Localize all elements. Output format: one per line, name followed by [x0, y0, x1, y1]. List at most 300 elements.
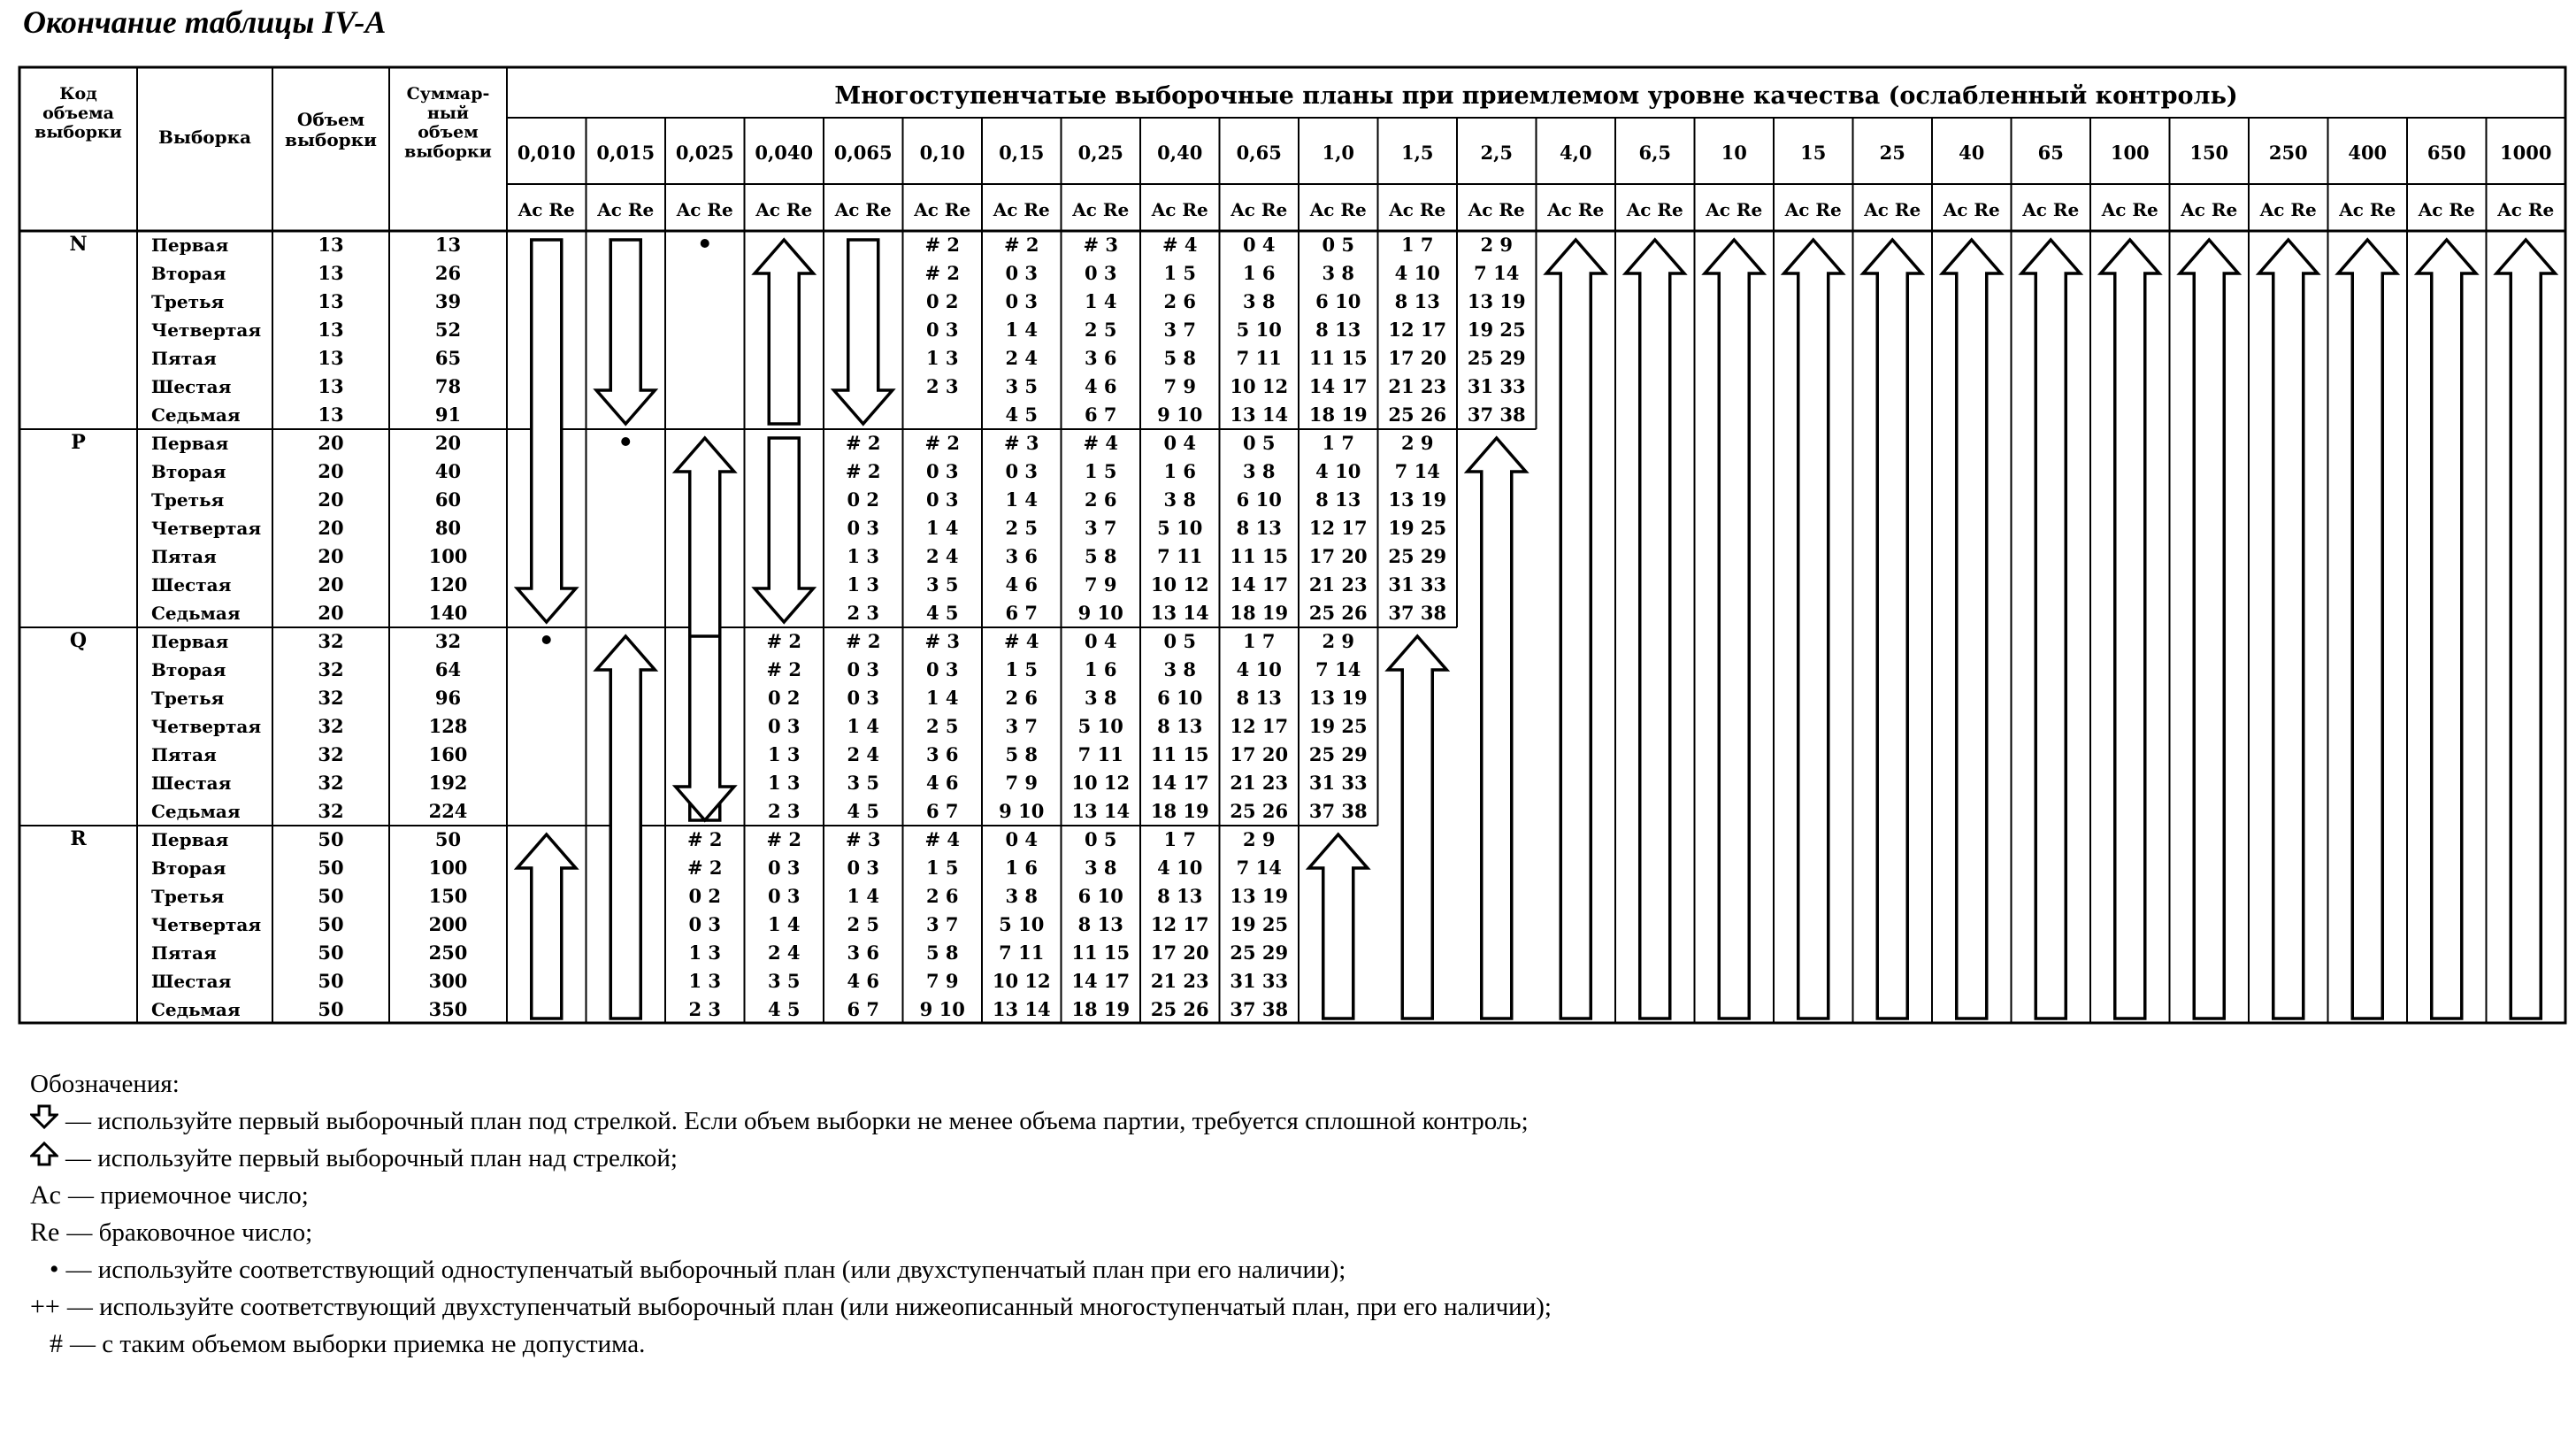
ac-re-value: 2 3	[847, 602, 880, 624]
ac-re-value: 13 19	[1308, 687, 1368, 709]
sample-volume: 20	[318, 460, 344, 482]
ac-re-value: 0 3	[688, 913, 722, 935]
ac-re-value: 0 3	[767, 857, 801, 879]
ac-re-value: # 2	[845, 432, 881, 454]
ac-re-label: Ac Re	[1626, 199, 1683, 220]
ac-re-value: 1 7	[1163, 828, 1197, 850]
ac-re-label: Ac Re	[2497, 199, 2555, 220]
ac-re-value: 7 9	[925, 970, 959, 992]
ac-re-value: 1 6	[1005, 857, 1039, 879]
ac-re-value: 37 38	[1230, 998, 1289, 1020]
legend-text: — используйте соответствующий двухступенчатый выборочный план (или нижеописанный многоступенчатый план, при его наличии);	[66, 1293, 1552, 1321]
ac-re-value: 1 4	[1084, 290, 1117, 312]
ac-re-value: 0 2	[688, 885, 722, 907]
ac-re-value: 2 5	[1084, 319, 1117, 341]
ac-re-value: 13 14	[1071, 800, 1131, 822]
stage-label: Четвертая	[151, 319, 262, 341]
cumulative-volume: 300	[428, 970, 468, 992]
ac-re-value: 1 5	[1084, 460, 1117, 482]
aql-level-label: 0,040	[755, 142, 814, 164]
ac-re-value: 0 4	[1242, 234, 1276, 256]
ac-re-value: 17 20	[1230, 743, 1289, 765]
ac-re-value: 2 4	[847, 743, 880, 765]
ac-re-value: 11 15	[1071, 942, 1131, 964]
ac-re-value: 0 4	[1084, 630, 1117, 652]
ac-re-value: # 2	[686, 857, 723, 879]
ac-re-value: 0 3	[847, 517, 880, 539]
stage-label: Четвертая	[151, 914, 262, 935]
ac-re-value: 31 33	[1388, 573, 1447, 596]
sample-size-code: Q	[69, 629, 88, 652]
ac-re-value: 3 8	[1084, 687, 1117, 709]
ac-re-value: 7 14	[1315, 658, 1361, 680]
stage-label: Шестая	[151, 574, 232, 596]
ac-re-value: # 2	[924, 262, 961, 284]
ac-re-value: 7 9	[1084, 573, 1117, 596]
ac-re-value: 2 4	[1005, 347, 1039, 369]
sample-volume: 50	[318, 828, 344, 850]
ac-re-value: 1 6	[1084, 658, 1117, 680]
ac-re-value: 12 17	[1388, 319, 1447, 341]
up-arrow-icon	[1784, 240, 1843, 1018]
up-arrow-icon	[1546, 240, 1605, 1018]
ac-re-value: 13 19	[1388, 488, 1447, 511]
aql-level-label: 40	[1959, 142, 1985, 164]
ac-re-label: Ac Re	[676, 199, 733, 220]
ac-re-value: 1 4	[847, 885, 880, 907]
stage-label: Вторая	[151, 263, 226, 284]
ac-re-value: 1 4	[767, 913, 801, 935]
sample-volume: 50	[318, 885, 344, 907]
aql-level-label: 0,065	[833, 142, 893, 164]
legend-text: — с таким объемом выборки приемка не допустима.	[70, 1330, 646, 1358]
ac-re-value: 7 9	[1163, 375, 1197, 397]
aql-level-label: 1,5	[1400, 142, 1434, 164]
ac-re-value: 37 38	[1388, 602, 1447, 624]
ac-re-value: 3 7	[1084, 517, 1117, 539]
up-arrow-icon	[2021, 240, 2080, 1018]
ac-re-value: # 3	[924, 630, 961, 652]
ac-re-value: 12 17	[1150, 913, 1209, 935]
stage-label: Вторая	[151, 857, 226, 879]
legend-item	[30, 1103, 1552, 1140]
sample-volume: 50	[318, 857, 344, 879]
ac-re-value: 0 4	[1163, 432, 1197, 454]
aql-level-label: 0,015	[596, 142, 656, 164]
ac-re-value: 5 8	[925, 942, 959, 964]
cumulative-volume: 78	[434, 375, 462, 397]
legend-text: — браковочное число;	[66, 1218, 313, 1247]
ac-re-value: 4 6	[1084, 375, 1117, 397]
stage-label: Шестая	[151, 971, 232, 992]
dot-marker	[621, 437, 630, 446]
stage-label: Шестая	[151, 376, 232, 397]
ac-re-value: 21 23	[1388, 375, 1447, 397]
ac-re-value: 1 5	[1005, 658, 1039, 680]
ac-re-value: 31 33	[1308, 772, 1368, 794]
ac-re-value: 7 9	[1005, 772, 1039, 794]
ac-re-value: 6 7	[1084, 404, 1117, 426]
ac-re-value: 7 14	[1236, 857, 1282, 879]
ac-re-value: 0 3	[847, 687, 880, 709]
ac-re-value: 4 10	[1315, 460, 1361, 482]
ac-re-value: 1 3	[688, 970, 722, 992]
ac-re-value: 1 7	[1322, 432, 1355, 454]
ac-re-value: 8 13	[1157, 715, 1203, 737]
table-title: Окончание таблицы IV-A	[23, 4, 387, 40]
ac-re-value: # 4	[1083, 432, 1119, 454]
stage-label: Первая	[151, 234, 229, 256]
aql-level-label: 250	[2268, 142, 2308, 164]
ac-re-value: 0 3	[1084, 262, 1117, 284]
ac-re-value: 0 3	[925, 488, 959, 511]
ac-re-value: 3 8	[1242, 290, 1276, 312]
ac-re-value: 3 6	[1084, 347, 1117, 369]
legend-item	[30, 1140, 1552, 1177]
cumulative-volume: 250	[428, 942, 468, 964]
down-arrow-icon	[518, 240, 576, 622]
ac-re-value: 9 10	[999, 800, 1045, 822]
sample-volume: 20	[318, 517, 344, 539]
header-volume: Объем	[296, 109, 365, 130]
cumulative-volume: 80	[434, 517, 462, 539]
ac-re-value: 2 9	[1322, 630, 1355, 652]
ac-re-label: Ac Re	[2259, 199, 2317, 220]
ac-re-value: 1 7	[1400, 234, 1434, 256]
ac-re-value: 8 13	[1236, 517, 1282, 539]
ac-re-value: 5 10	[999, 913, 1045, 935]
cumulative-volume: 200	[428, 913, 468, 935]
sample-volume: 32	[318, 630, 344, 652]
legend-item	[30, 1288, 1552, 1326]
ac-re-value: 5 8	[1163, 347, 1197, 369]
ac-re-value: 5 10	[1236, 319, 1282, 341]
aql-level-label: 400	[2348, 142, 2388, 164]
ac-re-label: Ac Re	[518, 199, 575, 220]
ac-re-value: 0 2	[847, 488, 880, 511]
stage-label: Седьмая	[151, 603, 241, 624]
ac-re-value: 5 8	[1084, 545, 1117, 567]
sample-volume: 13	[318, 290, 344, 312]
up-arrow-icon	[2259, 240, 2318, 1018]
cumulative-volume: 13	[434, 234, 462, 256]
ac-re-value: 25 26	[1388, 404, 1447, 426]
ac-re-value: 4 5	[767, 998, 801, 1020]
ac-re-value: 6 7	[925, 800, 959, 822]
ac-re-value: 7 14	[1474, 262, 1520, 284]
ac-re-value: 0 5	[1322, 234, 1355, 256]
ac-re-label: Ac Re	[597, 199, 655, 220]
ac-re-value: 0 3	[767, 715, 801, 737]
ac-re-value: 25 26	[1230, 800, 1289, 822]
header-volume: выборки	[285, 129, 377, 150]
stage-label: Пятая	[151, 348, 217, 369]
sample-volume: 13	[318, 319, 344, 341]
ac-re-value: 2 3	[688, 998, 722, 1020]
sample-volume: 50	[318, 942, 344, 964]
ac-re-value: 5 8	[1005, 743, 1039, 765]
ac-re-label: Ac Re	[1547, 199, 1605, 220]
ac-re-value: 25 29	[1308, 743, 1368, 765]
ac-re-value: 1 5	[925, 857, 959, 879]
sample-volume: 50	[318, 970, 344, 992]
up-arrow-icon	[1626, 240, 1684, 1018]
ac-re-value: 0 5	[1242, 432, 1276, 454]
ac-re-value: 1 6	[1242, 262, 1276, 284]
ac-re-value: # 3	[1083, 234, 1119, 256]
legend-item	[30, 1177, 1552, 1214]
ac-re-value: # 4	[1003, 630, 1039, 652]
sample-size-code: N	[69, 233, 88, 256]
ac-re-value: 6 7	[1005, 602, 1039, 624]
up-arrow-icon	[1309, 834, 1368, 1018]
sample-volume: 20	[318, 545, 344, 567]
up-arrow-icon	[1943, 240, 2001, 1018]
cumulative-volume: 40	[434, 460, 462, 482]
ac-re-value: # 3	[845, 828, 881, 850]
ac-re-value: 1 6	[1163, 460, 1197, 482]
cumulative-volume: 150	[428, 885, 468, 907]
ac-re-value: 0 3	[925, 658, 959, 680]
ac-re-value: 2 3	[767, 800, 801, 822]
ac-re-value: 0 3	[767, 885, 801, 907]
sample-volume: 32	[318, 658, 344, 680]
ac-re-value: 1 4	[925, 517, 959, 539]
up-arrow-icon	[518, 834, 576, 1018]
ac-re-value: 1 3	[767, 772, 801, 794]
sample-volume: 20	[318, 488, 344, 511]
ac-re-value: 4 10	[1157, 857, 1203, 879]
ac-re-value: # 3	[1003, 432, 1039, 454]
aql-level-label: 0,65	[1236, 142, 1282, 164]
ac-re-value: 0 3	[1005, 460, 1039, 482]
down-arrow-icon	[755, 438, 813, 622]
ac-re-value: # 2	[845, 630, 881, 652]
dot-marker	[542, 635, 551, 644]
ac-re-value: 21 23	[1150, 970, 1209, 992]
header-cumulative: Суммар-	[406, 84, 490, 104]
ac-re-value: # 2	[766, 630, 802, 652]
aql-level-label: 0,010	[517, 142, 576, 164]
header-code: выборки	[34, 122, 122, 142]
up-arrow-icon	[2180, 240, 2238, 1018]
stage-label: Третья	[151, 688, 225, 709]
ac-re-value: 3 6	[1005, 545, 1039, 567]
ac-re-value: 2 5	[925, 715, 959, 737]
ac-re-value: 8 13	[1157, 885, 1203, 907]
ac-re-value: # 4	[1162, 234, 1198, 256]
ac-re-value: 6 10	[1315, 290, 1361, 312]
aql-level-label: 0,10	[919, 142, 965, 164]
ac-re-value: # 2	[686, 828, 723, 850]
up-arrow-icon	[2101, 240, 2159, 1018]
stage-label: Пятая	[151, 942, 217, 964]
ac-re-label: Ac Re	[1309, 199, 1367, 220]
ac-re-value: 25 29	[1388, 545, 1447, 567]
ac-re-value: 2 5	[847, 913, 880, 935]
up-arrow-icon	[1705, 240, 1763, 1018]
ac-re-value: 7 11	[1236, 347, 1282, 369]
ac-re-value: 1 4	[1005, 319, 1039, 341]
legend-symbol: •	[50, 1255, 59, 1284]
ac-re-value: 8 13	[1315, 488, 1361, 511]
ac-re-value: 2 9	[1400, 432, 1434, 454]
ac-re-value: 0 3	[847, 658, 880, 680]
ac-re-value: 19 25	[1308, 715, 1368, 737]
ac-re-value: 0 3	[925, 460, 959, 482]
cumulative-volume: 91	[434, 404, 462, 426]
ac-re-value: 2 3	[925, 375, 959, 397]
ac-re-value: # 2	[1003, 234, 1039, 256]
ac-re-value: 3 6	[925, 743, 959, 765]
cumulative-volume: 192	[428, 772, 468, 794]
ac-re-value: 3 5	[925, 573, 959, 596]
sample-volume: 32	[318, 772, 344, 794]
ac-re-value: 19 25	[1230, 913, 1289, 935]
cumulative-volume: 350	[428, 998, 468, 1020]
ac-re-value: 3 8	[1322, 262, 1355, 284]
stage-label: Седьмая	[151, 801, 241, 822]
ac-re-value: # 2	[924, 432, 961, 454]
cumulative-volume: 140	[428, 602, 468, 624]
down-arrow-icon	[834, 240, 893, 424]
stage-label: Пятая	[151, 546, 217, 567]
ac-re-value: 1 7	[1242, 630, 1276, 652]
aql-level-label: 15	[1800, 142, 1827, 164]
ac-re-value: 1 3	[847, 573, 880, 596]
ac-re-value: 0 5	[1084, 828, 1117, 850]
up-arrow-icon	[1863, 240, 1921, 1018]
ac-re-label: Ac Re	[1151, 199, 1208, 220]
cumulative-volume: 65	[434, 347, 462, 369]
ac-re-value: 3 8	[1005, 885, 1039, 907]
aql-level-label: 10	[1721, 142, 1747, 164]
ac-re-value: 1 3	[847, 545, 880, 567]
up-arrow-icon	[596, 636, 655, 1018]
ac-re-value: 3 7	[1163, 319, 1197, 341]
ac-re-label: Ac Re	[2101, 199, 2158, 220]
ac-re-value: 3 8	[1084, 857, 1117, 879]
stage-label: Третья	[151, 291, 225, 312]
cumulative-volume: 224	[428, 800, 468, 822]
ac-re-value: 14 17	[1150, 772, 1209, 794]
legend	[30, 1065, 1552, 1363]
sample-size-code: P	[71, 431, 86, 454]
ac-re-value: # 2	[924, 234, 961, 256]
cumulative-volume: 50	[434, 828, 462, 850]
dot-marker	[701, 239, 709, 248]
ac-re-value: 21 23	[1230, 772, 1289, 794]
up-arrow-icon	[755, 240, 813, 424]
ac-re-value: 2 6	[925, 885, 959, 907]
aql-level-label: 0,40	[1157, 142, 1203, 164]
ac-re-value: 6 7	[847, 998, 880, 1020]
stage-label: Первая	[151, 433, 229, 454]
ac-re-value: 1 3	[688, 942, 722, 964]
ac-re-value: 8 13	[1315, 319, 1361, 341]
ac-re-value: 12 17	[1308, 517, 1368, 539]
ac-re-value: 25 29	[1230, 942, 1289, 964]
sample-volume: 50	[318, 998, 344, 1020]
ac-re-value: 0 3	[847, 857, 880, 879]
up-arrow-icon	[1468, 438, 1526, 1018]
ac-re-value: 2 6	[1084, 488, 1117, 511]
ac-re-value: 17 20	[1388, 347, 1447, 369]
ac-re-value: 3 5	[767, 970, 801, 992]
legend-text: — используйте первый выборочный план над стрелкой;	[65, 1144, 678, 1172]
aql-level-label: 25	[1879, 142, 1905, 164]
ac-re-label: Ac Re	[2022, 199, 2080, 220]
legend-item	[30, 1326, 1552, 1363]
cumulative-volume: 20	[434, 432, 462, 454]
cumulative-volume: 32	[434, 630, 462, 652]
ac-re-value: 12 17	[1230, 715, 1289, 737]
ac-re-value: 2 6	[1005, 687, 1039, 709]
ac-re-value: 14 17	[1071, 970, 1131, 992]
ac-re-value: 4 5	[925, 602, 959, 624]
ac-re-value: 13 14	[1230, 404, 1289, 426]
legend-symbol: Ac	[30, 1180, 61, 1210]
header-cumulative: ный	[426, 103, 470, 123]
ac-re-label: Ac Re	[2181, 199, 2238, 220]
ac-re-value: 17 20	[1308, 545, 1368, 567]
ac-re-value: 4 5	[1005, 404, 1039, 426]
ac-re-value: 11 15	[1308, 347, 1368, 369]
legend-item	[30, 1251, 1552, 1288]
ac-re-value: # 2	[766, 658, 802, 680]
ac-re-value: 13 19	[1467, 290, 1526, 312]
ac-re-value: 6 10	[1157, 687, 1203, 709]
ac-re-value: 4 6	[925, 772, 959, 794]
ac-re-value: 25 26	[1150, 998, 1209, 1020]
ac-re-value: 21 23	[1308, 573, 1368, 596]
ac-re-value: 8 13	[1236, 687, 1282, 709]
down-arrow-icon	[596, 240, 655, 424]
aql-level-label: 100	[2110, 142, 2150, 164]
header-cumulative: объем	[418, 122, 479, 142]
ac-re-value: 4 6	[847, 970, 880, 992]
sample-volume: 50	[318, 913, 344, 935]
sample-volume: 32	[318, 687, 344, 709]
sample-volume: 13	[318, 375, 344, 397]
stage-label: Третья	[151, 886, 225, 907]
ac-re-value: 14 17	[1230, 573, 1289, 596]
sample-volume: 20	[318, 573, 344, 596]
ac-re-value: 3 8	[1242, 460, 1276, 482]
legend-symbol: Re	[30, 1218, 60, 1247]
stage-label: Пятая	[151, 744, 217, 765]
ac-re-value: 3 7	[925, 913, 959, 935]
aql-level-label: 1,0	[1322, 142, 1355, 164]
ac-re-value: 0 3	[1005, 290, 1039, 312]
ac-re-value: 13 14	[1150, 602, 1209, 624]
ac-re-value: 10 12	[1071, 772, 1131, 794]
aql-level-label: 65	[2037, 142, 2064, 164]
ac-re-value: 0 2	[925, 290, 959, 312]
ac-re-value: 2 6	[1163, 290, 1197, 312]
ac-re-label: Ac Re	[755, 199, 813, 220]
sample-volume: 13	[318, 234, 344, 256]
ac-re-value: 17 20	[1150, 942, 1209, 964]
ac-re-value: 0 5	[1163, 630, 1197, 652]
ac-re-value: 2 4	[925, 545, 959, 567]
ac-re-value: 11 15	[1230, 545, 1289, 567]
up-arrow-icon	[2496, 240, 2555, 1018]
sample-volume: 20	[318, 602, 344, 624]
aql-level-label: 0,025	[675, 142, 734, 164]
ac-re-value: 31 33	[1467, 375, 1526, 397]
ac-re-value: 0 2	[767, 687, 801, 709]
